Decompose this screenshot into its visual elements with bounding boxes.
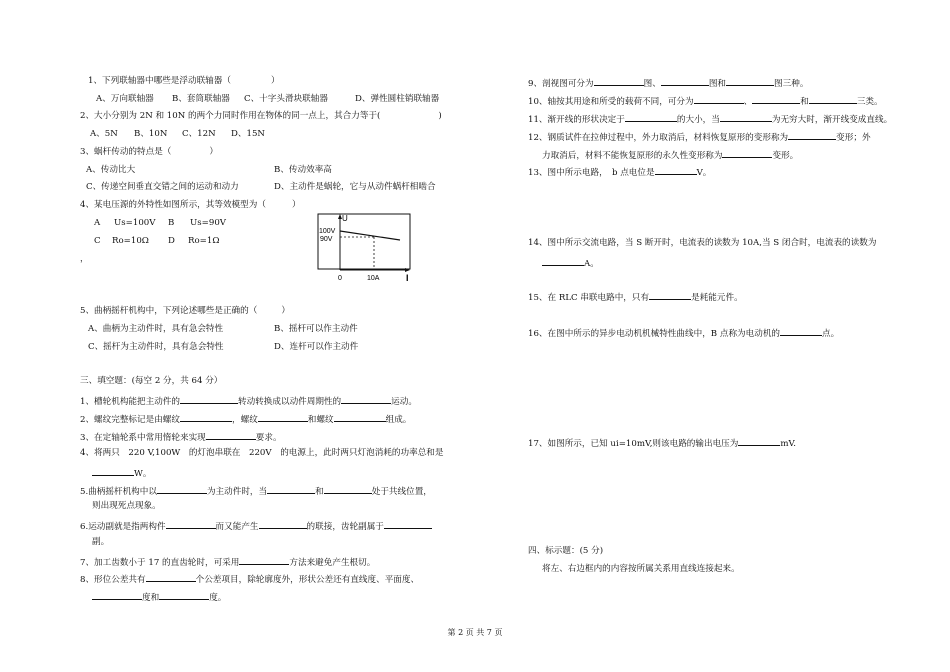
question-5-option-c: C、摇杆为主动件时，具有急会特性: [88, 342, 224, 352]
question-2-stem: 2、大小分别为 2N 和 10N 的两个力同时作用在物体的同一点上，其合力等于( ): [80, 111, 442, 121]
blank: [324, 484, 372, 494]
blank: [738, 436, 780, 446]
blank: [542, 256, 584, 266]
question-3-option-d: D、主动件是蜗轮，它与从动件蜗杆相啮合: [274, 182, 436, 192]
blank: [809, 94, 857, 104]
blank: [180, 394, 238, 404]
y-tick-90v: 90V: [320, 236, 333, 243]
question-4-option-a-value: Us=100V: [114, 218, 156, 228]
question-3-option-b: B、传动效率高: [274, 165, 332, 175]
blank: [258, 412, 308, 422]
x-tick-10a: 10A: [367, 275, 380, 282]
blank: [159, 590, 209, 600]
page-footer: 第 2 页 共 7 页: [447, 628, 503, 637]
fill-4-line-2: W。: [92, 466, 151, 480]
question-2-option-b: B、10N: [134, 129, 168, 139]
blank: [726, 76, 774, 86]
question-3-option-a: A、传动比大: [86, 165, 136, 175]
question-1-option-b: B、套筒联轴器: [172, 94, 230, 104]
blank: [780, 326, 822, 336]
question-5-option-d: D、连杆可以作主动件: [274, 342, 359, 352]
blank: [92, 590, 142, 600]
blank: [146, 572, 196, 582]
blank: [92, 466, 134, 476]
question-2-option-a: A、5N: [90, 129, 118, 139]
blank: [334, 412, 386, 422]
blank: [157, 484, 207, 494]
blank: [166, 519, 216, 529]
fill-7: 7、加工齿数小于 17 的直齿轮时，可采用 方法来避免产生根切。: [80, 555, 375, 569]
question-4-option-a-letter: A: [94, 218, 101, 228]
question-4-option-c-value: Ro=10Ω: [112, 236, 149, 246]
right-q16: 16、在图中所示的异步电动机机械特性曲线中，B 点称为电动机的 点。: [528, 326, 839, 340]
right-q14-line-1: 14、图中所示交流电路，当 S 断开时，电流表的读数为 10A,当 S 闭合时，电流表的读数为: [528, 238, 877, 248]
fill-8-line-1: 8、形位公差共有 个公差项目，除轮廓度外，形状公差还有直线度、平面度、: [80, 572, 419, 586]
y-label: U: [342, 214, 348, 223]
fill-4-line-1: 4、将两只 220 V,100W 的灯泡串联在 220V 的电源上，此时两只灯泡消耗的功率总和是: [80, 448, 444, 458]
y-tick-100v: 100V: [319, 228, 336, 235]
blank: [341, 394, 391, 404]
fill-6-line-2: 副。: [92, 537, 110, 547]
blank: [649, 290, 691, 300]
question-4-option-d-value: Ro=1Ω: [188, 236, 220, 246]
fill-5-line-1: 5.曲柄摇杆机构中以 为主动件时，当 和 处于共线位置，: [80, 484, 432, 498]
right-q12-line-1: 12、钢质试件在拉伸过程中，外力取消后，材料恢复原形的变形称为 变形；外: [528, 130, 871, 144]
fill-5-line-2: 则出现死点现象。: [92, 501, 161, 511]
right-q17: 17、如图所示，已知 ui=10mV,则该电路的输出电压为 mV.: [528, 436, 796, 450]
question-4-comma: ，: [80, 254, 89, 264]
right-q15: 15、在 RLC 串联电路中，只有 是耗能元件。: [528, 290, 743, 304]
blank: [180, 412, 232, 422]
blank: [655, 165, 697, 175]
question-1-option-c: C、十字头滑块联轴器: [244, 94, 328, 104]
fill-3: 3、在定轴轮系中常用惰轮来实现 要求。: [80, 430, 282, 444]
fill-8-line-2: 度和 度。: [92, 590, 226, 604]
blank: [206, 430, 256, 440]
x-tick-0: 0: [338, 275, 342, 282]
section-3-heading: 三、填空题：(每空 2 分，共 64 分）: [80, 376, 223, 386]
question-4-option-b-letter: B: [168, 218, 175, 228]
blank: [384, 519, 432, 529]
question-2-option-c: C、12N: [182, 129, 216, 139]
blank: [694, 94, 744, 104]
blank: [594, 76, 644, 86]
blank: [625, 112, 677, 122]
fill-1: 1、槽轮机构能把主动件的 转动转换成以动件周期性的 运动。: [80, 394, 417, 408]
fill-6-line-1: 6.运动副就是指两构件 而又能产生 的联接，齿轮副属于: [80, 519, 432, 533]
question-5-option-a: A、曲柄为主动件时，具有急会特性: [88, 324, 224, 334]
question-3-stem: 3、蜗杆传动的特点是（ ）: [80, 147, 219, 157]
question-2-option-d: D、15N: [231, 129, 265, 139]
voltage-source-figure: [312, 212, 422, 284]
question-1-option-a: A、万向联轴器: [96, 94, 154, 104]
right-q11: 11、渐开线的形状决定于 的大小，当 为无穷大时，渐开线变成直线。: [528, 112, 892, 126]
question-4-option-b-value: Us=90V: [190, 218, 226, 228]
question-5-option-b: B、摇杆可以作主动件: [274, 324, 358, 334]
right-q14-line-2: A。: [542, 256, 599, 270]
right-q13: 13、图中所示电路， b 点电位是 V。: [528, 165, 711, 179]
x-label: I: [406, 273, 409, 283]
question-3-option-c: C、传递空间垂直交错之间的运动和动力: [86, 182, 239, 192]
section-4-heading: 四、标示题：(5 分): [528, 546, 604, 556]
question-4-option-d-letter: D: [168, 236, 175, 246]
blank: [661, 76, 709, 86]
question-4-stem: 4、某电压源的外特性如图所示，其等效模型为（ ）: [80, 200, 301, 210]
right-q9: 9、剖视图可分为 图、 图和 图三种。: [528, 76, 808, 90]
characteristic-line: [340, 231, 400, 240]
blank: [259, 519, 307, 529]
right-q10: 10、轴按其用途和所受的载荷不同，可分为 、 和 三类。: [528, 94, 883, 108]
blank: [788, 130, 836, 140]
question-1-stem: 1、下列联轴器中哪些是浮动联轴器（ ）: [88, 76, 280, 86]
fill-2: 2、螺纹完整标记是由螺纹 ，螺纹 和螺纹 组成。: [80, 412, 411, 426]
question-5-stem: 5、曲柄摇杆机构中，下列论述哪些是正确的（ ）: [80, 306, 290, 316]
blank: [722, 148, 772, 158]
question-1-option-d: D、弹性圆柱销联轴器: [355, 94, 440, 104]
section-4-instruction: 将左、右边框内的内容按所属关系用直线连接起来。: [542, 564, 740, 574]
blank: [239, 555, 289, 565]
blank: [752, 94, 800, 104]
blank: [267, 484, 315, 494]
blank: [720, 112, 772, 122]
question-4-option-c-letter: C: [94, 236, 101, 246]
right-q12-line-2: 力取消后，材料不能恢复原形的永久性变形称为 变形。: [542, 148, 798, 162]
